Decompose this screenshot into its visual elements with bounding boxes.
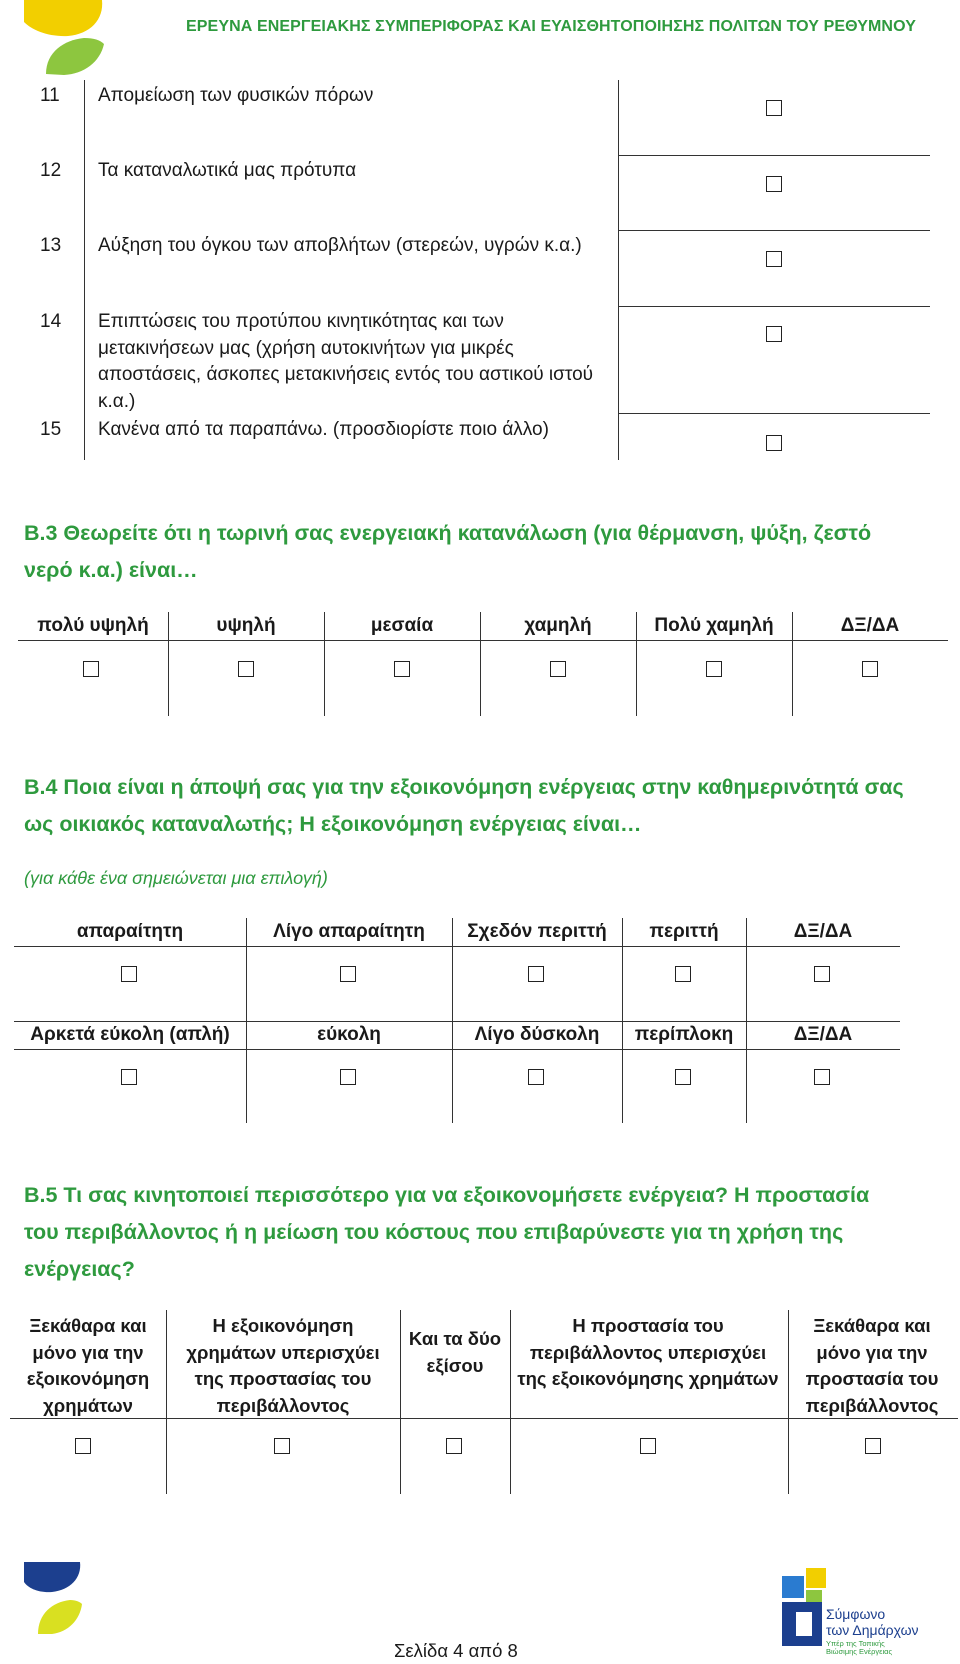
checkbox[interactable] bbox=[766, 251, 782, 267]
scale-option-label: υψηλή bbox=[216, 615, 276, 636]
scale-option-label: απαραίτητη bbox=[76, 921, 184, 942]
table-divider bbox=[622, 918, 623, 1123]
table-divider bbox=[168, 612, 169, 716]
checkbox[interactable] bbox=[274, 1438, 290, 1454]
table-rule bbox=[10, 1418, 958, 1419]
emblem-square-white bbox=[796, 1612, 812, 1636]
table-rule bbox=[618, 155, 930, 156]
page-number: Σελίδα 4 από 8 bbox=[394, 1640, 518, 1661]
checkbox[interactable] bbox=[75, 1438, 91, 1454]
table-divider bbox=[618, 80, 619, 460]
scale-option-label: Ξεκάθαρα και μόνο για την προστασία του περιβάλλοντος bbox=[805, 1315, 939, 1416]
table-divider bbox=[84, 80, 85, 460]
table-rule bbox=[14, 946, 900, 947]
scale-option-label: Ξεκάθαρα και μόνο για την εξοικονόμηση χρημάτων bbox=[26, 1315, 150, 1416]
checkbox[interactable] bbox=[550, 661, 566, 677]
checkbox[interactable] bbox=[862, 661, 878, 677]
row-label: Επιπτώσεις του προτύπου κινητικότητας και των μετακινήσεων μας (χρήση αυτοκινήτων για μικρές αποστάσεις, άσκοπες μετακινήσεις εντός του αστικού ιστού κ.α.) bbox=[98, 311, 594, 412]
table-divider bbox=[746, 918, 747, 1123]
checkbox[interactable] bbox=[528, 1069, 544, 1085]
checkbox[interactable] bbox=[640, 1438, 656, 1454]
table-rule bbox=[18, 640, 948, 641]
logo-line: Σύμφωνο bbox=[826, 1606, 886, 1622]
covenant-emblem-icon bbox=[776, 1562, 832, 1652]
table-divider bbox=[452, 918, 453, 1123]
checkbox[interactable] bbox=[121, 966, 137, 982]
scale-option-label: χαμηλή bbox=[524, 615, 592, 636]
table-divider bbox=[788, 1310, 789, 1494]
checkbox[interactable] bbox=[446, 1438, 462, 1454]
scale-option-label: Αρκετά εύκολη (απλή) bbox=[30, 1024, 230, 1045]
scale-option-label: ΔΞ/ΔΑ bbox=[793, 1024, 853, 1045]
scale-option-label: Η εξοικονόμηση χρημάτων υπερισχύει της προστασίας του περιβάλλοντος bbox=[186, 1315, 380, 1416]
question-b5: Β.5 Τι σας κινητοποιεί περισσότερο για να εξοικονομήσετε ενέργεια? Η προστασία του περιβάλλοντος ή η μείωση του κόστους που επιβαρύνεστε για τη χρήση της ενέργειας? bbox=[24, 1183, 870, 1281]
emblem-square-blue bbox=[782, 1576, 804, 1598]
document-header-title: ΕΡΕΥΝΑ ΕΝΕΡΓΕΙΑΚΗΣ ΣΥΜΠΕΡΙΦΟΡΑΣ ΚΑΙ ΕΥΑΙΣΘΗΤΟΠΟΙΗΣΗΣ ΠΟΛΙΤΩΝ ΤΟΥ ΡΕΘΥΜΝΟΥ bbox=[186, 18, 916, 35]
scale-option-label: περιττή bbox=[649, 921, 719, 942]
green-leaf-shape bbox=[46, 38, 104, 75]
question-b4: Β.4 Ποια είναι η άποψή σας για την εξοικονόμηση ενέργειας στην καθημερινότητά σας ως οικιακός καταναλωτής; Η εξοικονόμηση ενέργειας είναι… bbox=[24, 775, 904, 836]
row-label: Κανένα από τα παραπάνω. (προσδιορίστε ποιο άλλο) bbox=[98, 419, 549, 440]
checkbox[interactable] bbox=[675, 1069, 691, 1085]
checkbox[interactable] bbox=[766, 326, 782, 342]
row-number: 12 bbox=[40, 160, 62, 181]
table-divider bbox=[166, 1310, 167, 1494]
scale-option-label: Η προστασία του περιβάλλοντος υπερισχύει της εξοικονόμησης χρημάτων bbox=[517, 1315, 779, 1389]
row-label: Αύξηση του όγκου των αποβλήτων (στερεών, υγρών κ.α.) bbox=[98, 235, 582, 256]
lime-leaf-shape bbox=[38, 1600, 82, 1634]
scale-option-label: περίπλοκη bbox=[634, 1024, 734, 1045]
table-rule bbox=[14, 1049, 900, 1050]
row-number: 11 bbox=[40, 85, 60, 106]
checkbox[interactable] bbox=[766, 176, 782, 192]
scale-option-label: Σχεδόν περιττή bbox=[467, 921, 607, 942]
header-logo bbox=[24, 0, 108, 76]
table-divider bbox=[792, 612, 793, 716]
table-divider bbox=[480, 612, 481, 716]
checkbox[interactable] bbox=[814, 1069, 830, 1085]
checkbox[interactable] bbox=[766, 435, 782, 451]
navy-leaf-shape bbox=[24, 1562, 80, 1592]
checkbox[interactable] bbox=[814, 966, 830, 982]
table-rule bbox=[618, 230, 930, 231]
scale-option-label: μεσαία bbox=[370, 615, 434, 636]
row-number: 15 bbox=[40, 419, 62, 440]
table-divider bbox=[246, 918, 247, 1123]
footer-logo bbox=[24, 1562, 84, 1634]
instruction-note: (για κάθε ένα σημειώνεται μια επιλογή) bbox=[24, 868, 328, 888]
table-divider bbox=[400, 1310, 401, 1494]
checkbox[interactable] bbox=[238, 661, 254, 677]
row-number: 13 bbox=[40, 235, 62, 256]
row-label: Απομείωση των φυσικών πόρων bbox=[98, 85, 374, 106]
table-divider bbox=[510, 1310, 511, 1494]
covenant-of-mayors-logo bbox=[776, 1562, 936, 1656]
checkbox[interactable] bbox=[83, 661, 99, 677]
scale-option-label: Λίγο δύσκολη bbox=[474, 1024, 600, 1045]
question-b3: Β.3 Θεωρείτε ότι η τωρινή σας ενεργειακή κατανάλωση (για θέρμανση, ψύξη, ζεστό νερό κ.α.) είναι… bbox=[24, 521, 872, 582]
table-rule bbox=[618, 306, 930, 307]
checkbox[interactable] bbox=[528, 966, 544, 982]
row-number: 14 bbox=[40, 311, 62, 332]
table-divider bbox=[324, 612, 325, 716]
logo-tagline: Υπέρ της Τοπικής bbox=[826, 1639, 885, 1648]
checkbox[interactable] bbox=[121, 1069, 137, 1085]
scale-option-label: Πολύ χαμηλή bbox=[654, 615, 774, 636]
scale-option-label: ΔΞ/ΔΑ bbox=[793, 921, 853, 942]
checkbox[interactable] bbox=[394, 661, 410, 677]
logo-line: των Δημάρχων bbox=[826, 1622, 919, 1638]
checkbox[interactable] bbox=[865, 1438, 881, 1454]
checkbox[interactable] bbox=[766, 100, 782, 116]
checkbox[interactable] bbox=[340, 966, 356, 982]
table-divider bbox=[636, 612, 637, 716]
row-label: Τα καταναλωτικά μας πρότυπα bbox=[98, 160, 357, 181]
checkbox[interactable] bbox=[340, 1069, 356, 1085]
table-rule bbox=[14, 1021, 900, 1022]
scale-option-label: εύκολη bbox=[317, 1024, 381, 1045]
scale-option-label: πολύ υψηλή bbox=[37, 615, 149, 636]
yellow-leaf-shape bbox=[24, 0, 102, 36]
table-rule bbox=[618, 413, 930, 414]
checkbox[interactable] bbox=[675, 966, 691, 982]
emblem-square-yellow bbox=[806, 1568, 826, 1588]
scale-option-label: Και τα δύο εξίσου bbox=[408, 1328, 502, 1376]
scale-option-label: ΔΞ/ΔΑ bbox=[840, 615, 900, 636]
scale-option-label: Λίγο απαραίτητη bbox=[273, 921, 425, 942]
logo-tagline: Βιώσιμης Ενέργειας bbox=[826, 1647, 893, 1656]
checkbox[interactable] bbox=[706, 661, 722, 677]
